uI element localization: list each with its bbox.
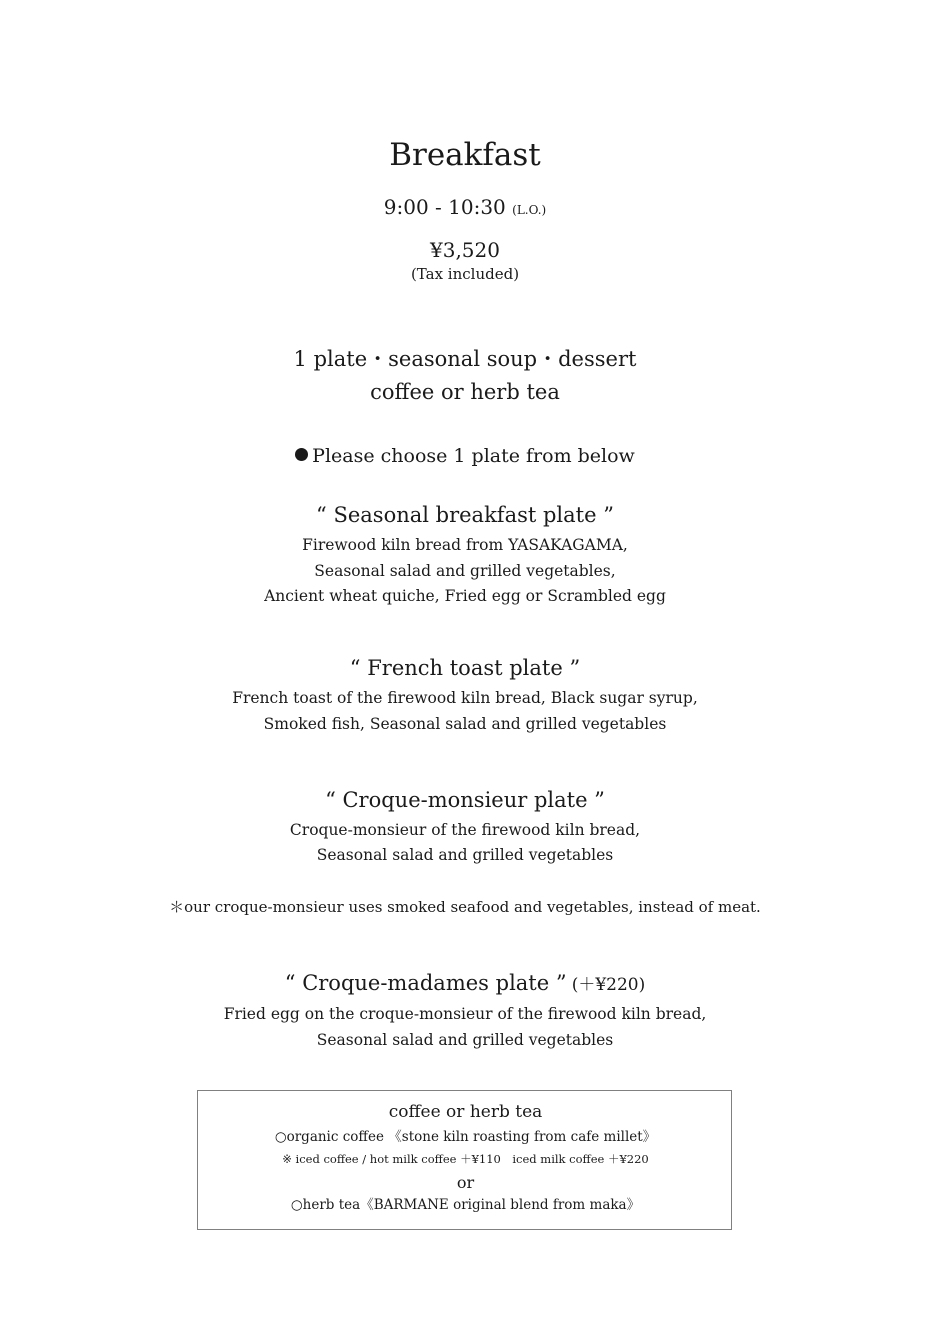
plate-desc-line: Seasonal salad and grilled vegetables: [316, 1031, 614, 1049]
plate-desc-line: Croque-monsieur of the firewood kiln bread,: [289, 821, 641, 839]
plate-extra-charge: (＋¥220): [571, 975, 646, 995]
includes-line-1: 1 plate・seasonal soup・dessert: [293, 347, 637, 371]
plate-desc-line: French toast of the firewood kiln bread, Black sugar syrup,: [232, 689, 698, 707]
plate-desc-line: Seasonal salad and grilled vegetables,: [314, 562, 616, 580]
includes-line-2: coffee or herb tea: [370, 380, 560, 404]
bullet-icon: [295, 448, 308, 461]
last-order-label: (L.O.): [512, 203, 547, 217]
drinks-title: coffee or herb tea: [388, 1102, 543, 1122]
plate-desc-line: Ancient wheat quiche, Fried egg or Scrambled egg: [264, 587, 666, 605]
croque-monsieur-note: ＊our croque-monsieur uses smoked seafood and vegetables, instead of meat.: [169, 898, 761, 916]
hours-range: 9:00 - 10:30: [383, 195, 506, 219]
drinks-iced-options: ※ iced coffee / hot milk coffee ＋¥110 iced milk coffee ＋¥220: [282, 1152, 649, 1166]
choose-prompt-text: Please choose 1 plate from below: [312, 445, 635, 467]
drinks-box: [197, 1090, 732, 1230]
plate-title-seasonal: “ Seasonal breakfast plate ”: [316, 503, 614, 527]
drinks-or: or: [456, 1173, 475, 1192]
drinks-coffee: ○organic coffee 《stone kiln roasting from cafe millet》: [274, 1129, 657, 1145]
tax-note: (Tax included): [410, 265, 520, 283]
plate-desc-line: Seasonal salad and grilled vegetables: [316, 846, 614, 864]
plate-title-croque-madames: “ Croque-madames plate ”: [284, 971, 567, 995]
plate-desc-line: Firewood kiln bread from YASAKAGAMA,: [302, 536, 628, 554]
plate-desc-line: Smoked fish, Seasonal salad and grilled vegetables: [263, 715, 667, 733]
menu-title: Breakfast: [389, 137, 541, 173]
drinks-herb-tea: ○herb tea《BARMANE original blend from maka》: [290, 1197, 641, 1213]
plate-desc-line: Fried egg on the croque-monsieur of the firewood kiln bread,: [223, 1005, 707, 1023]
choose-prompt: [0, 447, 930, 466]
plate-title-croque-monsieur: “ Croque-monsieur plate ”: [325, 788, 605, 812]
plate-title-croque-madames-row: [0, 973, 930, 994]
plate-title-french-toast: “ French toast plate ”: [349, 656, 581, 680]
menu-price: ¥3,520: [430, 238, 500, 262]
service-hours: [0, 197, 930, 217]
